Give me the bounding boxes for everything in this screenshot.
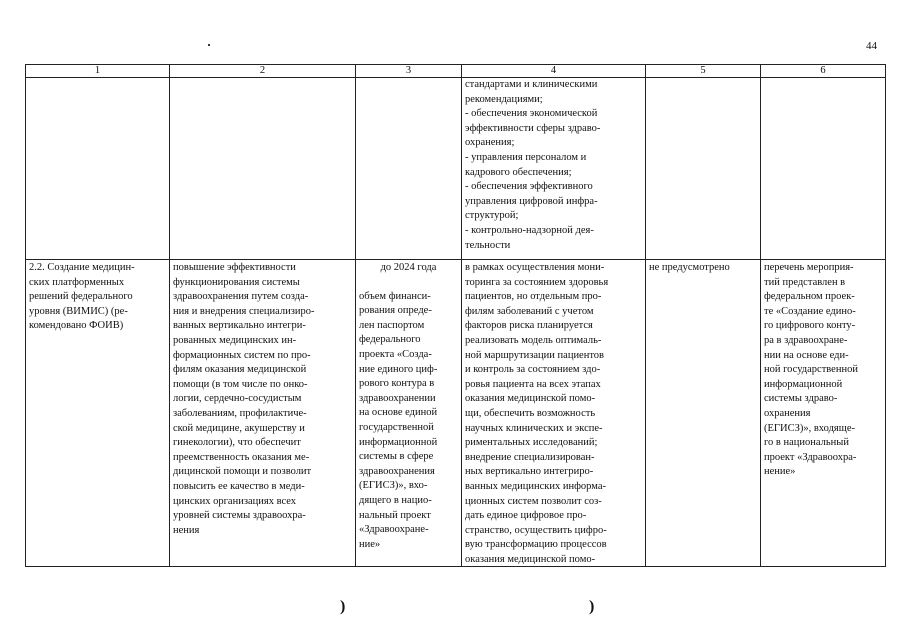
text-line: вую трансформацию процессов	[465, 539, 607, 551]
text-line: эффективности сферы здраво-	[465, 122, 601, 134]
header-col-1: 1	[26, 65, 170, 78]
text-line: в рамках осуществления мони-	[465, 262, 605, 273]
header-col-3: 3	[356, 65, 462, 78]
financing-text	[359, 290, 458, 553]
text-line: рованных медицинских ин-	[173, 334, 297, 346]
text-line: ра в здравоохране-	[764, 334, 848, 346]
text-line: рового контура в	[359, 378, 435, 390]
text-line: нения	[173, 524, 200, 536]
text-line: ние»	[359, 538, 381, 550]
text-line: охранения	[764, 407, 811, 419]
text-line: филям оказания медицинской	[173, 364, 307, 376]
text-line: проекта «Созда-	[359, 348, 432, 360]
text-line: повышение эффективности	[173, 262, 296, 273]
text-line: ния и внедрения специализиро-	[173, 305, 315, 317]
text-line: уровней системы здравоохра-	[173, 510, 306, 522]
text-line: (ЕГИСЗ)», вхо-	[359, 480, 428, 492]
text-line: ных вертикально интегриро-	[465, 466, 594, 478]
text-line: ских платформенных	[29, 276, 125, 288]
text-line: оказания медицинской помо-	[465, 393, 596, 405]
text-line: 2.2. Создание медицин-	[29, 262, 135, 273]
row-2-2	[26, 260, 886, 567]
header-col-2: 2	[170, 65, 356, 78]
text-line: структурой;	[465, 210, 519, 222]
text-line: проект «Здравоохра-	[764, 451, 857, 463]
text-line: рекомендациями;	[465, 93, 543, 105]
text-line: федерального	[359, 334, 421, 346]
text-line: охранения;	[465, 137, 515, 149]
text-line: повысить ее качество в меди-	[173, 480, 305, 492]
text-line: здравоохранении	[359, 392, 436, 404]
row-col-4	[462, 260, 646, 567]
text-line: реализовать модель оптималь-	[465, 334, 602, 346]
text-line: те «Создание едино-	[764, 305, 856, 317]
text-line: странство, осуществить цифро-	[465, 524, 607, 536]
text-line: дящего в нацио-	[359, 494, 432, 506]
text-line: ной государственной	[764, 364, 858, 376]
text-line: преемственность оказания ме-	[173, 451, 310, 463]
text-line: факторов риска планируется	[465, 320, 593, 332]
text-line: помощи (в том числе по онко-	[173, 378, 308, 390]
text-line: го цифрового конту-	[764, 320, 856, 332]
text-line: научных клинических и экспе-	[465, 422, 603, 434]
text-line: пациентов, но отдельным про-	[465, 291, 602, 303]
header-row	[26, 65, 886, 78]
text-line: щи, обеспечить возможность	[465, 407, 596, 419]
text-line: комендовано ФОИВ)	[29, 320, 124, 332]
text-line: кадрового обеспечения;	[465, 166, 572, 178]
text-line: тельности	[465, 239, 511, 251]
text-line: формационных систем по про-	[173, 349, 311, 361]
text-line: здравоохранения путем созда-	[173, 291, 309, 303]
cont-col-2	[170, 78, 356, 260]
text-line: здравоохранения	[359, 465, 435, 477]
measures-list	[764, 261, 882, 564]
measures-table	[25, 64, 886, 567]
text-line: гинекологии), что обеспечит	[173, 437, 301, 449]
cont-col-3	[356, 78, 462, 260]
text-line: риментальных исследований;	[465, 437, 598, 449]
text-line: дать единое цифровое про-	[465, 510, 587, 522]
row-col-1	[26, 260, 170, 567]
text-line: «Здравоохране-	[359, 524, 429, 536]
text-line: федеральном проек-	[764, 291, 855, 303]
page-number: 44	[866, 40, 877, 52]
cont-col-1	[26, 78, 170, 260]
bottom-mark-right: )	[589, 598, 595, 615]
text-line: информационной	[764, 378, 843, 390]
text-line: лен паспортом	[359, 319, 425, 331]
text-line: управления цифровой инфра-	[465, 195, 598, 207]
text-line: оказания медицинской помо-	[465, 553, 596, 564]
text-line: - обеспечения экономической	[465, 108, 598, 120]
text-line: - обеспечения эффективного	[465, 181, 593, 193]
text-line: ние единого циф-	[359, 363, 438, 375]
expected-results	[465, 261, 642, 564]
text-line: рования опреде-	[359, 305, 432, 317]
text-line: - управления персоналом и	[465, 151, 587, 163]
cont-col-4	[462, 78, 646, 260]
scan-speck	[208, 44, 210, 46]
row-col-3	[356, 260, 462, 567]
text-line: ванных медицинских информа-	[465, 480, 607, 492]
row-col-6	[761, 260, 886, 567]
text-line: дицинской помощи и позволит	[173, 466, 312, 478]
text-line: перечень мероприя-	[764, 262, 854, 273]
text-line: го в национальный	[764, 437, 849, 449]
text-line: торинга за состоянием здоровья	[465, 276, 609, 288]
text-line: цинских организациях всех	[173, 495, 297, 507]
deadline: до 2024 года	[380, 262, 437, 273]
text-line: информационной	[359, 436, 438, 448]
text-line: ванных вертикально интегри-	[173, 320, 306, 332]
text-line: нии на основе еди-	[764, 349, 849, 361]
row-col-5	[646, 260, 761, 567]
text-line: (ЕГИСЗ)», входяще-	[764, 422, 855, 434]
col5-note: не предусмотрено	[649, 262, 730, 273]
measure-goal	[173, 261, 352, 564]
row-col-2	[170, 260, 356, 567]
text-line: тий представлен в	[764, 276, 846, 288]
text-line: внедрение специализирован-	[465, 451, 595, 463]
text-line: филям заболеваний с учетом	[465, 305, 594, 317]
continuation-row	[26, 78, 886, 260]
cont-col-5	[646, 78, 761, 260]
header-col-4: 4	[462, 65, 646, 78]
text-line: ной маршрутизации пациентов	[465, 349, 604, 361]
text-line: - контрольно-надзорной дея-	[465, 224, 594, 236]
text-line: государственной	[359, 421, 434, 433]
bottom-mark-left: )	[340, 598, 346, 615]
cont-col-4-text	[465, 78, 642, 253]
text-line: ционных систем позволит соз-	[465, 495, 602, 507]
text-line: уровня (ВИМИС) (ре-	[29, 305, 128, 317]
text-line: системы в сфере	[359, 451, 434, 463]
header-col-6: 6	[761, 65, 886, 78]
text-line: функционирования системы	[173, 276, 300, 288]
text-line: стандартами и клиническими	[465, 79, 598, 90]
text-line: и контроль за состоянием здо-	[465, 364, 601, 376]
text-line: объем финанси-	[359, 290, 431, 302]
text-line: нение»	[764, 466, 796, 478]
text-line: на основе единой	[359, 407, 438, 419]
text-line: ской медицине, акушерству и	[173, 422, 305, 434]
measure-title	[29, 261, 166, 564]
text-line: логии, сердечно-сосудистым	[173, 393, 302, 405]
header-col-5: 5	[646, 65, 761, 78]
text-line: заболеваниям, профилактиче-	[173, 407, 307, 419]
text-line: решений федерального	[29, 291, 133, 303]
text-line: ровья пациента на всех этапах	[465, 378, 601, 390]
text-line: нальный проект	[359, 509, 431, 521]
text-line: системы здраво-	[764, 393, 838, 405]
cont-col-6	[761, 78, 886, 260]
